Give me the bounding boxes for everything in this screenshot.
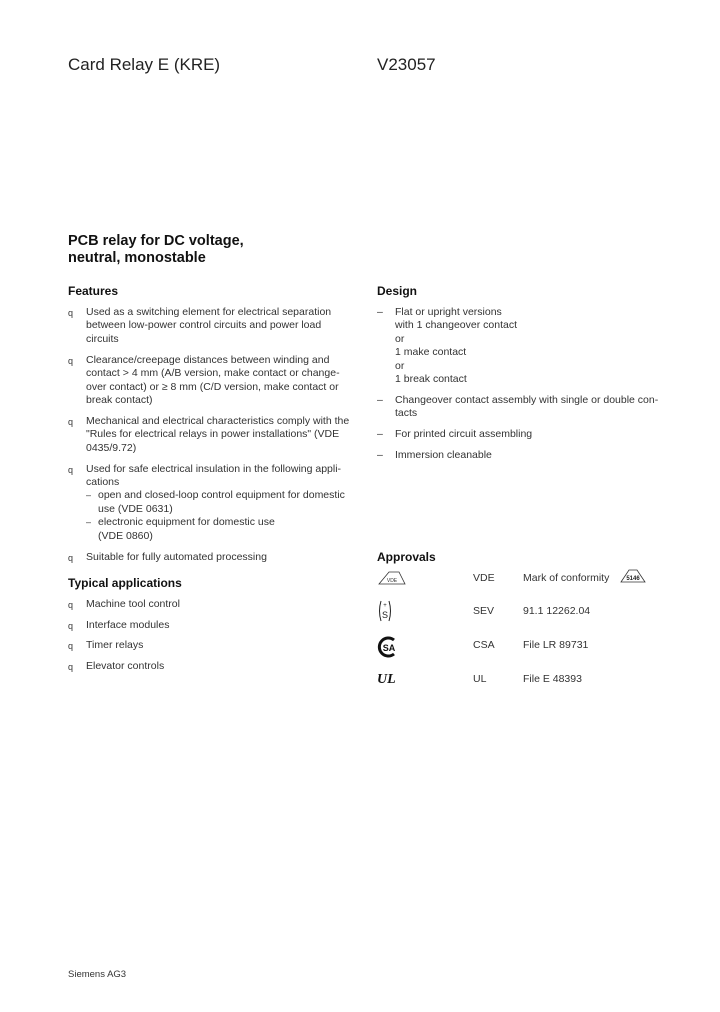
bullet-icon: q (68, 552, 74, 563)
approval-detail: Mark of conformity (523, 572, 610, 584)
approval-name: UL (473, 673, 487, 685)
vde-mark-icon (377, 569, 407, 587)
item-line: over contact) or ≥ 8 mm (C/D version, make contact or (86, 380, 339, 393)
approval-detail: 91.1 12262.04 (523, 605, 591, 617)
subtitle-line-1: PCB relay for DC voltage, (68, 233, 244, 249)
approval-detail: File E 48393 (523, 673, 582, 685)
bullet-icon: – (377, 428, 383, 441)
approval-name: CSA (473, 639, 495, 651)
item-line: Timer relays (86, 639, 144, 652)
application-item (68, 660, 368, 673)
bullet-icon: q (68, 308, 74, 318)
product-title: Card Relay E (KRE) (68, 55, 221, 74)
design-list (377, 306, 677, 470)
design-item (377, 306, 677, 386)
item-line: between low-power control circuits and power load (86, 319, 322, 332)
bullet-icon: q (68, 416, 74, 427)
item-line: Interface modules (86, 618, 170, 631)
svg-text:S: S (381, 610, 389, 620)
item-line: Suitable for fully automated processing (86, 550, 267, 563)
sub-item-line: open and closed-loop control equipment for domestic (98, 489, 345, 502)
item-line: or (395, 359, 405, 372)
svg-text:VDE: VDE (386, 578, 398, 584)
bullet-icon: – (377, 306, 383, 318)
item-line: with 1 changeover contact (395, 319, 517, 332)
item-line: Used for safe electrical insulation in the following appli- (86, 462, 342, 475)
sub-item-line: use (VDE 0631) (98, 502, 173, 515)
bullet-icon: q (68, 464, 74, 475)
item-line: cations (86, 475, 120, 488)
application-item (68, 619, 368, 632)
approval-name: SEV (473, 605, 495, 617)
features-list (68, 306, 368, 571)
item-line: break contact) (86, 393, 153, 406)
item-line: 0435/9.72) (86, 441, 137, 454)
application-item (68, 598, 368, 611)
subtitle (68, 233, 244, 267)
item-line: Flat or upright versions (395, 306, 502, 318)
item-line: For printed circuit assembling (395, 428, 533, 441)
item-line: contact > 4 mm (A/B version, make contact or change- (86, 367, 340, 380)
svg-text:SA: SA (382, 643, 396, 653)
footer-text: Siemens AG3 (68, 969, 127, 980)
sub-item-line: (VDE 0860) (98, 529, 153, 542)
approval-row (377, 673, 677, 693)
item-line: Used as a switching element for electrical separation (86, 306, 332, 318)
csa-mark-icon (377, 636, 399, 658)
approval-row (377, 639, 677, 659)
dash-icon: – (86, 490, 92, 501)
svg-text:+: + (383, 603, 387, 609)
design-item (377, 428, 677, 441)
bullet-icon: q (68, 355, 74, 366)
design-heading: Design (377, 284, 418, 298)
item-line: Clearance/creepage distances between winding and (86, 353, 330, 366)
ul-mark-icon (377, 670, 403, 686)
feature-item (68, 551, 368, 564)
approval-detail: File LR 89731 (523, 639, 589, 651)
approvals-table (377, 572, 677, 702)
bullet-icon: q (68, 661, 74, 672)
application-item (68, 639, 368, 652)
item-line: Machine tool control (86, 598, 180, 610)
conformity-badge-icon (620, 568, 646, 584)
svg-text:UL: UL (377, 672, 396, 686)
feature-item (68, 415, 368, 455)
item-line: Mechanical and electrical characteristics comply with the (86, 414, 350, 427)
item-line: tacts (395, 407, 418, 420)
approval-row (377, 572, 677, 592)
item-line: or (395, 332, 405, 345)
features-heading: Features (68, 284, 119, 298)
item-line: Changeover contact assembly with single or double con- (395, 393, 659, 406)
approval-name: VDE (473, 572, 495, 584)
sub-item (86, 489, 368, 516)
item-line: Immersion cleanable (395, 449, 492, 462)
sev-mark-icon (377, 599, 393, 623)
design-item (377, 394, 677, 421)
part-number: V23057 (377, 55, 436, 74)
approval-row (377, 605, 677, 625)
bullet-icon: – (377, 449, 383, 462)
item-line: circuits (86, 332, 119, 345)
bullet-icon: – (377, 393, 383, 406)
feature-item (68, 463, 368, 543)
item-line: Elevator controls (86, 659, 165, 672)
svg-text:5146: 5146 (626, 576, 640, 582)
item-line: 1 make contact (395, 346, 467, 359)
sub-item-line: electronic equipment for domestic use (98, 516, 275, 529)
item-line: 1 break contact (395, 373, 467, 386)
subtitle-line-2: neutral, monostable (68, 250, 206, 266)
design-item (377, 449, 677, 462)
dash-icon: – (86, 517, 92, 528)
approvals-heading: Approvals (377, 550, 436, 564)
bullet-icon: q (68, 620, 74, 631)
typical-applications-heading: Typical applications (68, 576, 182, 590)
typical-applications-list (68, 598, 368, 680)
bullet-icon: q (68, 641, 74, 652)
item-line: "Rules for electrical relays in power installations" (VDE (86, 428, 340, 441)
bullet-icon: q (68, 600, 74, 610)
sub-item (86, 516, 368, 543)
feature-item (68, 354, 368, 408)
feature-item (68, 306, 368, 346)
